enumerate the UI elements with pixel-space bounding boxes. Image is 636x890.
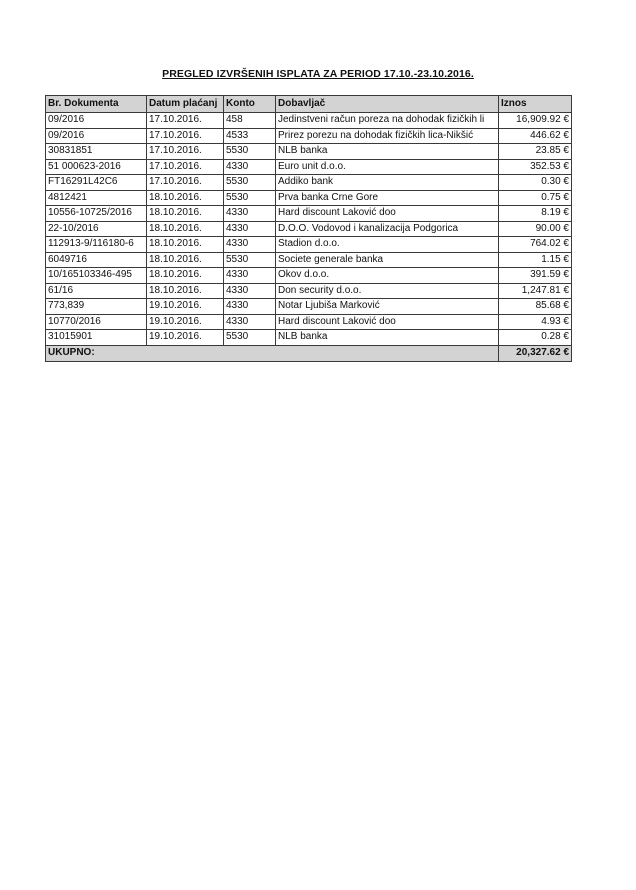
header-payment-date: Datum plaćanj bbox=[147, 96, 224, 113]
account: 4330 bbox=[224, 283, 276, 299]
account: 4330 bbox=[224, 221, 276, 237]
account: 458 bbox=[224, 113, 276, 129]
amount: 1.15 € bbox=[499, 252, 572, 268]
table-row bbox=[46, 190, 572, 206]
supplier: D.O.O. Vodovod i kanalizacija Podgorica bbox=[276, 221, 499, 237]
total-filler bbox=[276, 345, 499, 361]
amount: 764.02 € bbox=[499, 237, 572, 253]
supplier: NLB banka bbox=[276, 144, 499, 160]
table-row bbox=[46, 113, 572, 129]
table-row bbox=[46, 252, 572, 268]
payment-date: 19.10.2016. bbox=[147, 330, 224, 346]
header-supplier: Dobavljač bbox=[276, 96, 499, 113]
supplier: Don security d.o.o. bbox=[276, 283, 499, 299]
payment-date: 17.10.2016. bbox=[147, 144, 224, 160]
table-row bbox=[46, 237, 572, 253]
total-label: UKUPNO: bbox=[46, 345, 147, 361]
document-number: 51 000623-2016 bbox=[46, 159, 147, 175]
payments-table bbox=[45, 95, 572, 362]
table-row bbox=[46, 206, 572, 222]
document-number: 10556-10725/2016 bbox=[46, 206, 147, 222]
document-number: 09/2016 bbox=[46, 128, 147, 144]
amount: 85.68 € bbox=[499, 299, 572, 315]
amount: 446.62 € bbox=[499, 128, 572, 144]
account: 4330 bbox=[224, 237, 276, 253]
table-row bbox=[46, 283, 572, 299]
header-amount: Iznos bbox=[499, 96, 572, 113]
supplier: Okov d.o.o. bbox=[276, 268, 499, 284]
header-document-number: Br. Dokumenta bbox=[46, 96, 147, 113]
supplier: Societe generale banka bbox=[276, 252, 499, 268]
payment-date: 18.10.2016. bbox=[147, 206, 224, 222]
payment-date: 17.10.2016. bbox=[147, 113, 224, 129]
amount: 8.19 € bbox=[499, 206, 572, 222]
table-row bbox=[46, 299, 572, 315]
table-header-row bbox=[46, 96, 572, 113]
amount: 23.85 € bbox=[499, 144, 572, 160]
account: 4330 bbox=[224, 299, 276, 315]
account: 5530 bbox=[224, 330, 276, 346]
document-number: 09/2016 bbox=[46, 113, 147, 129]
header-account: Konto bbox=[224, 96, 276, 113]
document-number: 773,839 bbox=[46, 299, 147, 315]
document-number: 22-10/2016 bbox=[46, 221, 147, 237]
payment-date: 17.10.2016. bbox=[147, 159, 224, 175]
supplier: Stadion d.o.o. bbox=[276, 237, 499, 253]
table-row bbox=[46, 330, 572, 346]
account: 5530 bbox=[224, 175, 276, 191]
amount: 0.28 € bbox=[499, 330, 572, 346]
amount: 4.93 € bbox=[499, 314, 572, 330]
supplier: Prirez porezu na dohodak fizičkih lica-Nikšić bbox=[276, 128, 499, 144]
total-filler bbox=[147, 345, 224, 361]
amount: 391.59 € bbox=[499, 268, 572, 284]
payment-date: 17.10.2016. bbox=[147, 175, 224, 191]
payment-date: 18.10.2016. bbox=[147, 237, 224, 253]
amount: 0.30 € bbox=[499, 175, 572, 191]
account: 4533 bbox=[224, 128, 276, 144]
document-number: 112913-9/116180-6 bbox=[46, 237, 147, 253]
payment-date: 18.10.2016. bbox=[147, 252, 224, 268]
table-row bbox=[46, 128, 572, 144]
account: 5530 bbox=[224, 190, 276, 206]
total-amount: 20,327.62 € bbox=[499, 345, 572, 361]
total-row bbox=[46, 345, 572, 361]
account: 4330 bbox=[224, 268, 276, 284]
table-row bbox=[46, 314, 572, 330]
table-row bbox=[46, 144, 572, 160]
document-number: 10770/2016 bbox=[46, 314, 147, 330]
supplier: NLB banka bbox=[276, 330, 499, 346]
document-number: 10/165103346-495 bbox=[46, 268, 147, 284]
supplier: Euro unit d.o.o. bbox=[276, 159, 499, 175]
supplier: Hard discount Laković doo bbox=[276, 314, 499, 330]
account: 4330 bbox=[224, 206, 276, 222]
account: 5530 bbox=[224, 252, 276, 268]
total-filler bbox=[224, 345, 276, 361]
table-row bbox=[46, 175, 572, 191]
document-number: FT16291L42C6 bbox=[46, 175, 147, 191]
amount: 352.53 € bbox=[499, 159, 572, 175]
supplier: Hard discount Laković doo bbox=[276, 206, 499, 222]
page-title: PREGLED IZVRŠENIH ISPLATA ZA PERIOD 17.10.-23.10.2016. bbox=[162, 68, 474, 80]
account: 4330 bbox=[224, 314, 276, 330]
payment-date: 19.10.2016. bbox=[147, 314, 224, 330]
amount: 1,247.81 € bbox=[499, 283, 572, 299]
amount: 90.00 € bbox=[499, 221, 572, 237]
document-number: 61/16 bbox=[46, 283, 147, 299]
account: 4330 bbox=[224, 159, 276, 175]
payment-date: 19.10.2016. bbox=[147, 299, 224, 315]
supplier: Addiko bank bbox=[276, 175, 499, 191]
supplier: Prva banka Crne Gore bbox=[276, 190, 499, 206]
supplier: Jedinstveni račun poreza na dohodak fizičkih li bbox=[276, 113, 499, 129]
table-row bbox=[46, 159, 572, 175]
payment-date: 18.10.2016. bbox=[147, 283, 224, 299]
payment-date: 17.10.2016. bbox=[147, 128, 224, 144]
payment-date: 18.10.2016. bbox=[147, 221, 224, 237]
document-number: 30831851 bbox=[46, 144, 147, 160]
account: 5530 bbox=[224, 144, 276, 160]
amount: 16,909.92 € bbox=[499, 113, 572, 129]
document-number: 4812421 bbox=[46, 190, 147, 206]
table-row bbox=[46, 268, 572, 284]
payment-date: 18.10.2016. bbox=[147, 268, 224, 284]
payment-date: 18.10.2016. bbox=[147, 190, 224, 206]
supplier: Notar Ljubiša Marković bbox=[276, 299, 499, 315]
document-number: 31015901 bbox=[46, 330, 147, 346]
amount: 0.75 € bbox=[499, 190, 572, 206]
document-number: 6049716 bbox=[46, 252, 147, 268]
table-row bbox=[46, 221, 572, 237]
